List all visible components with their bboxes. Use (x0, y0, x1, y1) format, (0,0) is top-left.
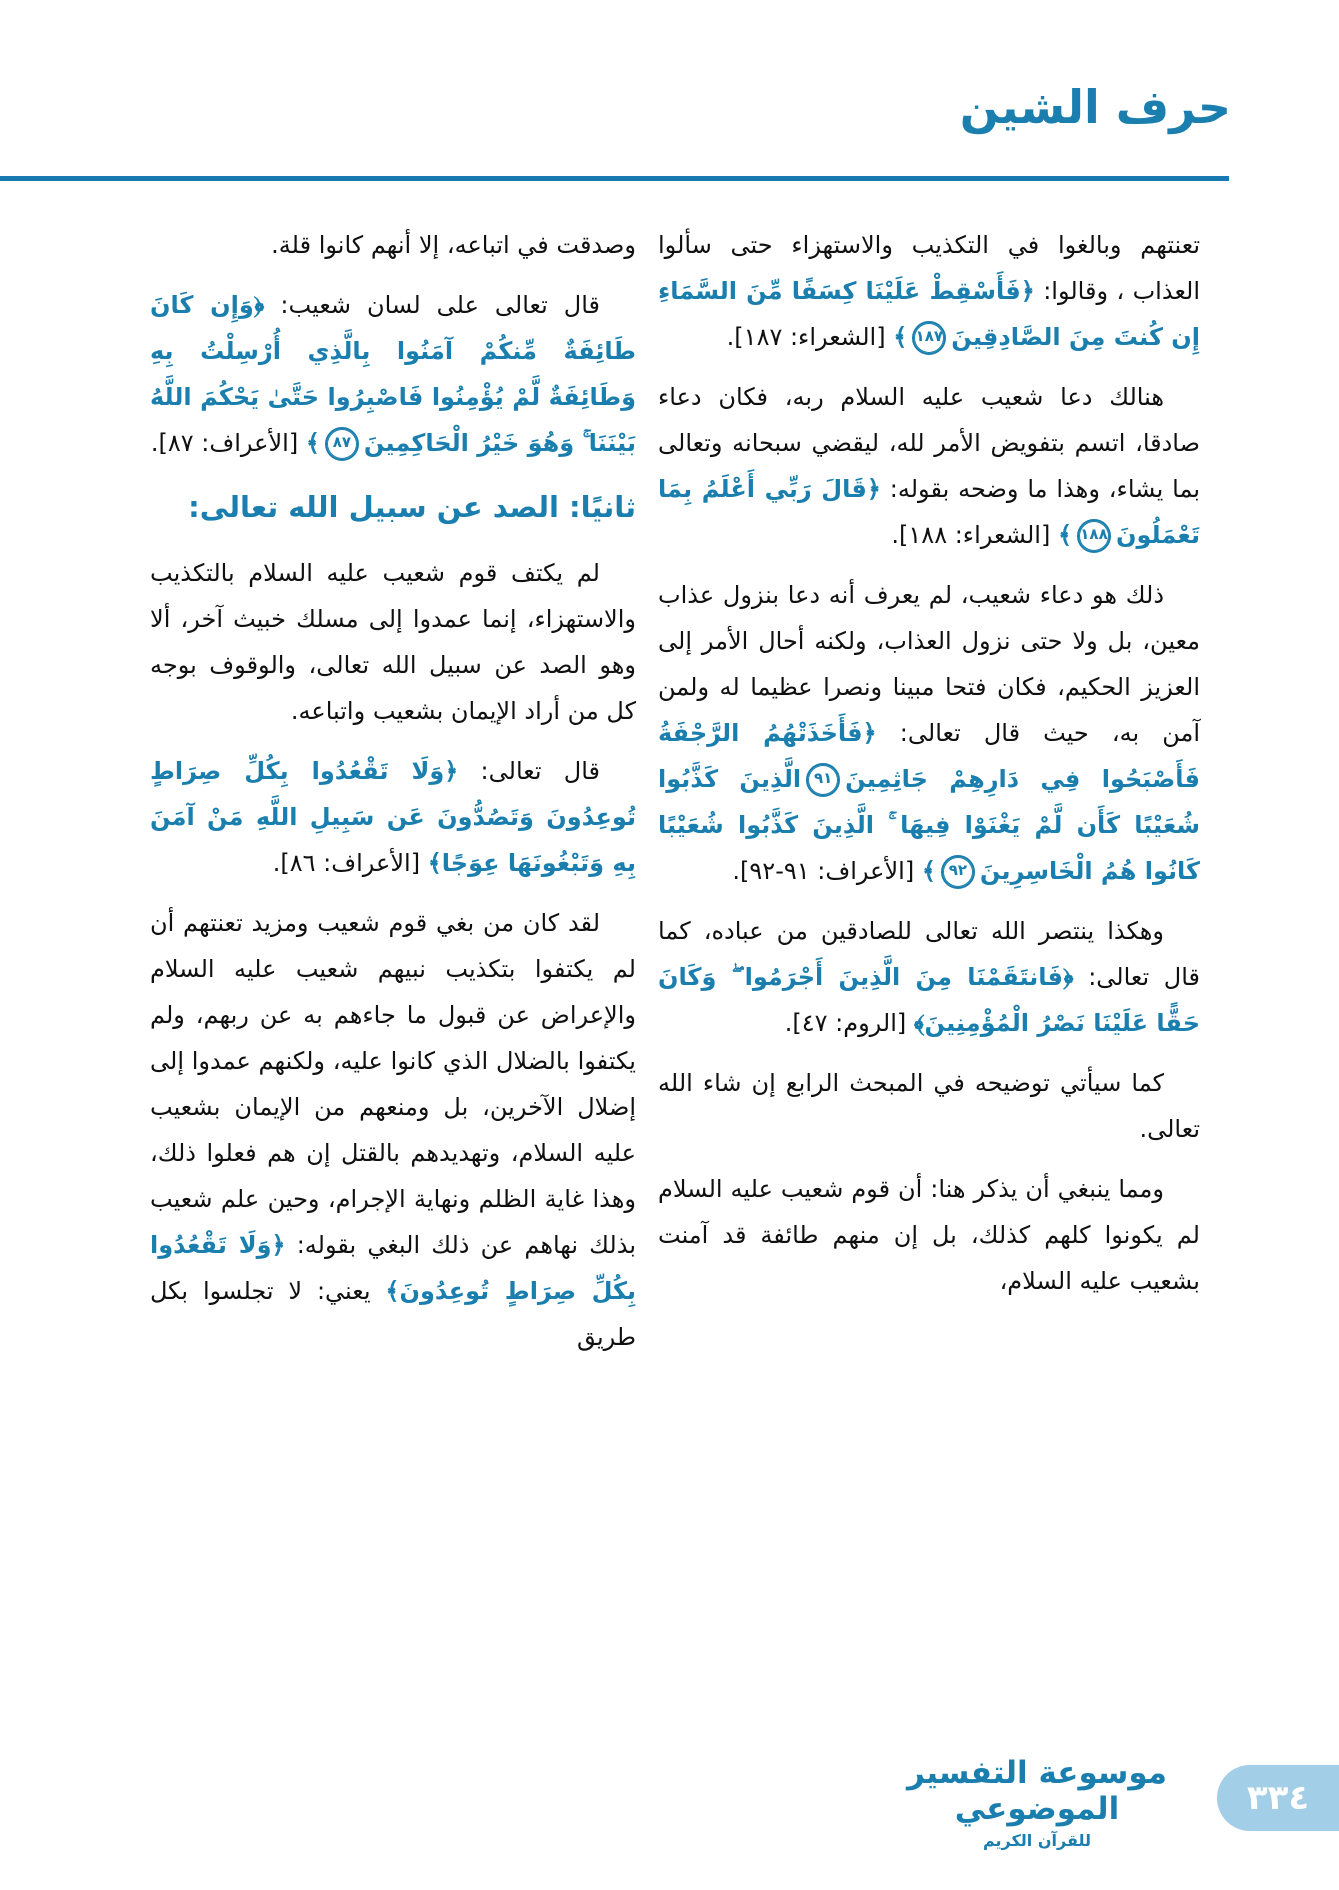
ayah-number-medallion: ١٨٧ (912, 321, 946, 355)
page-content (150, 222, 1200, 1374)
verse-reference: [الأعراف: ٩١-٩٢]. (732, 857, 922, 885)
verse-reference: [الشعراء: ١٨٨]. (891, 521, 1058, 549)
quran-verse-run: ﴿فَأَخَذَتْهُمُ الرَّجْفَةُ فَأَصْبَحُوا فِي دَارِهِمْ جَاثِمِينَ (658, 719, 1200, 793)
paragraph (150, 550, 636, 734)
quran-verse-run: ﴿وَإِن كَانَ طَائِفَةٌ مِّنكُمْ آمَنُوا بِالَّذِي أُرْسِلْتُ بِهِ وَطَائِفَةٌ لَّمْ يُؤْمِنُوا فَاصْبِرُوا حَتَّىٰ يَحْكُمَ اللَّهُ بَيْنَنَا ۚ وَهُوَ خَيْرُ الْحَاكِمِينَ (150, 291, 636, 457)
quran-verse-run: ﴾ (921, 857, 936, 885)
paragraph (150, 282, 636, 466)
paragraph (150, 222, 636, 268)
body-text-run: لم يكتف قوم شعيب عليه السلام بالتكذيب والاستهزاء، إنما عمدوا إلى مسلك خبيث آخر، ألا وهو الصد عن سبيل الله تعالى، والوقوف بوجه كل من أراد الإيمان بشعيب واتباعه. (150, 559, 636, 725)
quran-verse-run: ﴾ (1057, 521, 1073, 549)
body-text-run: لقد كان من بغي قوم شعيب ومزيد تعنتهم أن لم يكتفوا بتكذيب نبيهم شعيب عليه السلام والإعراض عن قبول ما جاءهم به عن ربهم، ولم يكتفوا بالضلال الذي كانوا عليه، ولكنهم عمدوا إلى إضلال الآخرين، بل ومنعهم من الإيمان بشعيب عليه السلام، وتهديدهم بالقتل إن هم فعلوا ذلك، وهذا غاية الظلم ونهاية الإجرام، وحين علم شعيب بذلك نهاهم عن ذلك البغي بقوله: (150, 909, 636, 1259)
paragraph (150, 900, 636, 1360)
ayah-number-medallion: ٩١ (806, 763, 840, 797)
quran-verse-run: ﴾ (893, 323, 908, 351)
quran-verse-run: ﴿فَانتَقَمْنَا مِنَ الَّذِينَ أَجْرَمُوا ۖ وَكَانَ حَقًّا عَلَيْنَا نَصْرُ الْمُؤْمِنِينَ﴾ (658, 963, 1200, 1037)
quran-verse-run: ﴿قَالَ رَبِّي أَعْلَمُ بِمَا تَعْمَلُونَ (658, 475, 1200, 549)
body-text-run: كما سيأتي توضيحه في المبحث الرابع إن شاء الله تعالى. (658, 1069, 1200, 1143)
quran-verse-run: ﴾ (305, 429, 320, 457)
header-divider (0, 176, 1229, 181)
body-text-run: وهكذا ينتصر الله تعالى للصادقين من عباده، كما قال تعالى: (658, 917, 1200, 991)
publisher-logo-subtitle: للقرآن الكريم (982, 1830, 1092, 1850)
column-right (658, 222, 1200, 1318)
section-heading: ثانيًا: الصد عن سبيل الله تعالى: (188, 490, 636, 524)
verse-reference: [الأعراف: ٨٧]. (150, 429, 306, 457)
page-number-badge (1217, 1765, 1339, 1831)
paragraph (658, 1060, 1200, 1152)
verse-reference: [الأعراف: ٨٦]. (272, 849, 428, 877)
verse-reference: [الشعراء: ١٨٧]. (726, 323, 894, 351)
paragraph (658, 374, 1200, 558)
paragraph (658, 1166, 1200, 1304)
quran-verse-run: ﴿وَلَا تَقْعُدُوا بِكُلِّ صِرَاطٍ تُوعِدُونَ وَتَصُدُّونَ عَن سَبِيلِ اللَّهِ مَنْ آمَنَ بِهِ وَتَبْغُونَهَا عِوَجًا﴾ (150, 757, 636, 877)
quran-verse-run: ﴿وَلَا تَقْعُدُوا بِكُلِّ صِرَاطٍ تُوعِدُونَ﴾ (150, 1231, 637, 1305)
body-text-run: قال تعالى: (458, 757, 600, 785)
body-text-run: يعني: لا تجلسوا بكل طريق (150, 1277, 636, 1351)
publisher-logo-title: موسوعة التفسير الموضوعي (906, 1755, 1168, 1827)
paragraph (150, 748, 636, 886)
body-text-run: ذلك هو دعاء شعيب، لم يعرف أنه دعا بنزول عذاب معين، بل ولا حتى نزول العذاب، ولكنه أحال الأمر إلى العزيز الحكيم، فكان فتحا مبينا ونصرا عظيما له ولمن آمن به، حيث قال تعالى: (658, 581, 1200, 747)
chapter-header-title: حرف الشين (959, 80, 1231, 134)
page-number: ٣٣٤ (1246, 1778, 1310, 1818)
quran-verse-run: ﴿فَأَسْقِطْ عَلَيْنَا كِسَفًا مِّنَ السَّمَاءِ إِن كُنتَ مِنَ الصَّادِقِينَ (658, 277, 1200, 351)
body-text-run: ومما ينبغي أن يذكر هنا: أن قوم شعيب عليه السلام لم يكونوا كلهم كذلك، بل إن منهم طائفة قد آمنت بشعيب عليه السلام، (658, 1175, 1200, 1295)
verse-reference: [الروم: ٤٧]. (784, 1009, 914, 1037)
paragraph (658, 222, 1200, 360)
ayah-number-medallion: ١٨٨ (1077, 519, 1111, 553)
column-left (150, 222, 636, 1374)
body-text-run: تعنتهم وبالغوا في التكذيب والاستهزاء حتى سألوا العذاب ، وقالوا: (658, 231, 1201, 305)
ayah-number-medallion: ٨٧ (325, 427, 359, 461)
body-text-run: قال تعالى على لسان شعيب: (264, 291, 600, 319)
body-text-run: هنالك دعا شعيب عليه السلام ربه، فكان دعاء صادقا، اتسم بتفويض الأمر لله، ليقضي سبحانه وتعالى بما يشاء، وهذا ما وضحه بقوله: (658, 383, 1200, 503)
ayah-number-medallion: ٩٢ (941, 855, 975, 889)
quran-verse-run: الَّذِينَ كَذَّبُوا شُعَيْبًا كَأَن لَّمْ يَغْنَوْا فِيهَا ۚ الَّذِينَ كَذَّبُوا شُعَيْبًا كَانُوا هُمُ الْخَاسِرِينَ (658, 765, 1200, 885)
body-text-run: وصدقت في اتباعه، إلا أنهم كانوا قلة. (271, 231, 636, 259)
publisher-logo (887, 1756, 1187, 1850)
paragraph (658, 908, 1200, 1046)
paragraph (658, 572, 1200, 894)
